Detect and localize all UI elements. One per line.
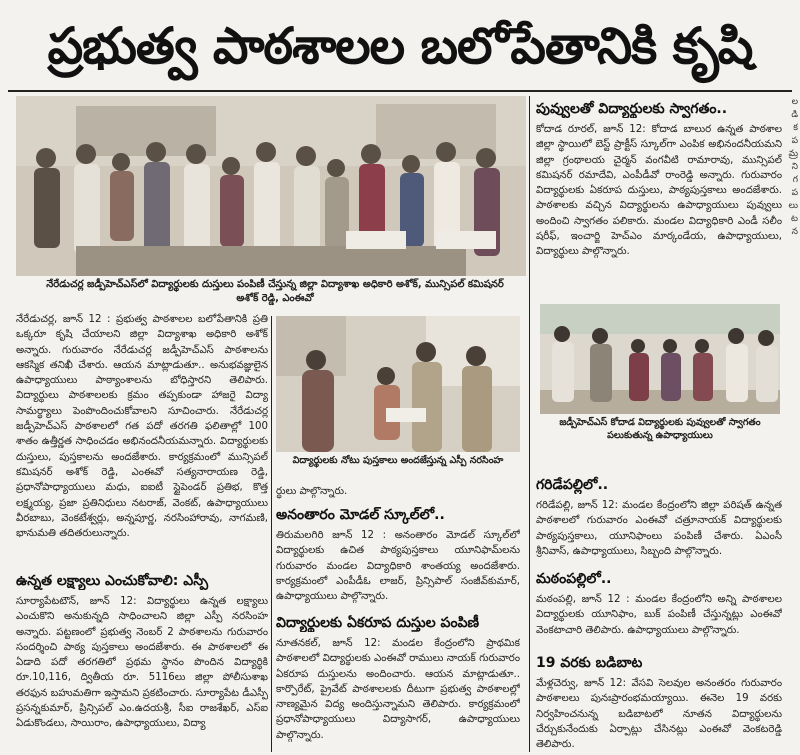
garidepalli-article-body: గరిడేపల్లి, జూన్ 12: మండల కేంద్రంలోని జిల్లా పరిషత్ ఉన్నత పాఠశాలలో గురువారం ఎంఈవో చత్రూనాయక్ విద్యార్థులకు పాఠ్యపుస్తకాలు, యూనిఫాంలు పంపిణీ చేశారు. ఏఎంసీ శ్రీనివాస్, ఉపాధ్యాయులు, సిబ్బంది పాల్గొన్నారు. <box>536 500 782 557</box>
sp-photo <box>276 316 520 452</box>
sp-photo-caption: విద్యార్థులకు నోటు పుస్తకాలు అందజేస్తున్న ఎస్పీ నరసింహ <box>292 455 504 466</box>
headline: ప్రభుత్వ పాఠశాలల బలోపేతానికి కృషి <box>47 17 753 75</box>
column-divider-right <box>529 96 530 752</box>
badibata-subheadline: 19 వరకు బడిబాట <box>536 655 643 671</box>
ananthaaram-subheadline: అనంతారం మోడల్ స్కూల్‌లో.. <box>276 507 445 523</box>
flowers-article-body: కోదాడ రూరల్, జూన్ 12: కోదాడ బాలుర ఉన్నత పాఠశాల జిల్లా స్థాయిలో బెస్ట్ ప్రాక్టీస్ స్కూల్‌గా ఎంపిక అభినందనీయమని జిల్లా గ్రంథాలయ చైర్మన్ వంగవీటి రామారావు, మున్సిపల్ కమిషనర్ రమాదేవి, ఎంపీడీవో రాంరెడ్డి అన్నారు. గురువారం విద్యార్థులకు ఏకరూప దుస్తులు, పాఠ్యపుస్తకాలు అందజేశారు. పాఠశాలకు వచ్చిన విద్యార్థులను ఉపాధ్యాయులు పువ్వులు అందించి స్వాగతం పలికారు. మండల విద్యాధికారి ఎండీ సలీం షరీఫ్, ఇంచార్జి హెచ్ఎం మార్కండేయ, ఉపాధ్యాయులు, విద్యార్థులు పాల్గొన్నారు. <box>536 124 782 258</box>
sp-photo-graphic <box>276 316 520 452</box>
main-article-body: నేరేడుచర్ల, జూన్ 12 : ప్రభుత్వ పాఠశాలల బలోపేతానికి ప్రతి ఒక్కరూ కృషి చేయాలని జిల్లా విద్యాశాఖ అధికారి అశోక్ అన్నారు. గురువారం నేరేడుచర్ల జడ్పీహెచ్‌ఎస్ పాఠశాలను ఆకస్మిక తనిఖీ చేశారు. ఆయన మాట్లాడుతూ.. అనుభవజ్ఞులైన ఉపాధ్యాయులు పాఠ్యాంశాలను బోధిస్తారని తెలిపారు. విద్యార్థులు పాఠశాలలకు క్రమం తప్పకుండా హాజరై విద్యా సామర్థ్యాలు పెంపొందించుకోవాలని సూచించారు. నేరేడుచర్ల జడ్పీహెచ్‌ఎస్ పాఠశాలలో గత పదో తరగతి ఫలితాల్లో 100 శాతం ఉత్తీర్ణత సాధించడం అభినందనీయమన్నారు. విద్యార్థులకు దుస్తులు, పుస్తకాలను అందజేశారు. కార్యక్రమంలో మున్సిపల్ కమిషనర్ అశోక్ రెడ్డి, ఎంఈవో సత్యనారాయణ రెడ్డి, ప్రధానోపాధ్యాయులు మధు, ఐఐటీ స్టైపెండర్ ప్రతిభ, కొత్త లక్ష్మయ్య, ప్రజా ప్రతినిధులు నటరాజ్, వెంకట్, ఉపాధ్యాయులు వీరబాబు, వెంకటేశ్వర్లు, అన్నపూర్ణ, నరసింహారావు, నాగమణి, భానుమతి తదితరులున్నారు. <box>16 314 268 540</box>
mathampalli-article-body: మఠంపల్లి, జూన్ 12 : మండల కేంద్రంలోని అన్ని పాఠశాలల విద్యార్థులకు యూనిఫాం, బుక్ పంపిణీ చేస్తున్నట్లు ఎంఈవో వెంకటాచారి తెలిపారు. ఉపాధ్యాయులు పాల్గొన్నారు. <box>536 594 782 636</box>
uniform-subheadline: విద్యార్థులకు ఏకరూప దుస్తుల పంపిణీ <box>276 615 480 631</box>
sp-article-tail: ర్థులు పాల్గొన్నారు. <box>276 486 348 497</box>
ananthaaram-article-body: తిరుమలగిరి జూన్ 12 : అనంతారం మోడల్ స్కూల్‌లో విద్యార్థులకు ఉచిత పాఠ్యపుస్తకాలు యూనిఫామ్‌లను గురువారం మండల విద్యాధికారి శాంతయ్య అందజేశారు. కార్యక్రమంలో ఎంపీడీఓ లాజర్, ప్రిన్సిపాల్ సంజీవ్‌కుమార్, ఉపాధ్యాయులు పాల్గొన్నారు. <box>276 530 520 603</box>
garidepalli-subheadline: గరిడేపల్లిలో.. <box>536 477 609 493</box>
headline-rule <box>8 90 792 92</box>
kodad-photo <box>540 304 780 414</box>
kodad-photo-caption: జడ్పీహెచ్‌ఎస్ కోదాడ విద్యార్థులకు పువ్వులతో స్వాగతం పలుకుతున్న ఉపాధ్యాయులు <box>559 417 761 441</box>
main-photo-caption: నేరేడుచర్ల జడ్పీహెచ్‌ఎస్‌లో విద్యార్థులకు దుస్తులు పంపిణీ చేస్తున్న జిల్లా విద్యాశాఖ అధికారి అశోక్, మున్సిపల్ కమిషనర్ అశోక్ రెడ్డి, ఎంఈవో <box>46 279 504 304</box>
adjacent-article-edge: ల డి క ప మ్ర ని గ ప లు ట న <box>788 97 798 237</box>
sp-subheadline: ఉన్నత లక్ష్యాలు ఎంచుకోవాలి: ఎస్పీ <box>16 573 209 589</box>
badibata-article-body: మేళ్లచెర్వు, జూన్ 12: వేసవి సెలవుల అనంతరం గురువారం పాఠశాలలు పునఃప్రారంభమయ్యాయి. ఈనెల 19 వరకు నిర్వహించనున్న బడిబాటలో నూతన విద్యార్థులను చేర్చుకునేందుకు ఏర్పాట్లు చేసినట్లు ఎంఈవో వెంకటరెడ్డి తెలిపారు. <box>536 678 782 751</box>
mathampalli-subheadline: మఠంపల్లిలో.. <box>536 571 612 587</box>
flowers-subheadline: పువ్వులతో విద్యార్థులకు స్వాగతం.. <box>536 101 728 117</box>
kodad-photo-graphic <box>540 304 780 414</box>
sp-article-body: సూర్యాపేటటౌన్, జూన్ 12: విద్యార్థులు ఉన్నత లక్ష్యాలు ఎంచుకొని అనుకున్నది సాధించాలని జిల్లా ఎస్పీ నరసింహ అన్నారు. పట్టణంలో ప్రభుత్వ నెంబర్ 2 పాఠశాలను గురువారం సందర్శించి పాఠ్య పుస్తకాలు అందజేశారు. ఈ పాఠశాలలో ఈ ఏడాది పదో తరగతిలో ప్రథమ స్థానం పొందిన విద్యార్థికి రూ.10,116, ద్వితీయ రూ. 5116లు జిల్లా పోలీసుశాఖ తరఫున బహుమతిగా ఇస్తామని ప్రకటించారు. సూర్యాపేట డీఎస్పీ ప్రసన్నకుమార్, ప్రిన్సిపల్ ఎం.ఉదయశ్రీ, సీఐ రాజశేఖర్, ఎస్‌ఐ ఏడుకొండలు, సాయిరాం, ఉపాధ్యాయులు, విద్యా <box>16 596 268 730</box>
uniform-article-body: నూతనకల్, జూన్ 12: మండల కేంద్రంలోని ప్రాథమిక పాఠశాలలో విద్యార్థులకు ఎంఈవో రాములు నాయక్ గురువారం ఏకరూప దుస్తులను అందించారు. ఆయన మాట్లాడుతూ.. కార్పొరేట్, ప్రైవేట్ పాఠశాలలకు దీటుగా ప్రభుత్వ పాఠశాలల్లో నాణ్యమైన విద్య అందిస్తున్నామని తెలిపారు. కార్యక్రమంలో ప్రధానోపాధ్యాయులు విద్యాసాగర్, ఉపాధ్యాయులు పాల్గొన్నారు. <box>276 638 520 741</box>
column-divider-left <box>271 316 272 752</box>
group-photo-graphic <box>16 96 526 276</box>
main-photo <box>16 96 526 276</box>
